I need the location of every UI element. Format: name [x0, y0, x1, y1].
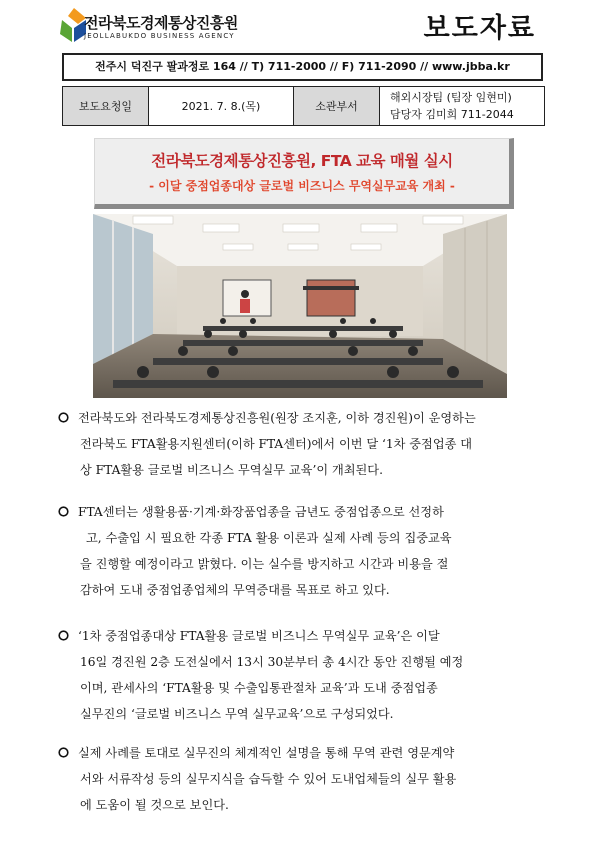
- org-name-english: JEOLLABUKDO BUSINESS AGENCY: [84, 32, 235, 40]
- paragraph-line: 에 도움이 될 것으로 보인다.: [80, 798, 229, 812]
- paragraph-line: 서와 서류작성 등의 실무지식을 습득할 수 있어 도내업체들의 실무 활용: [80, 772, 457, 786]
- contact-address-line: 전주시 덕진구 팔과정로 164 // T) 711-2000 // F) 711-2090 // www.jbba.kr: [62, 53, 543, 81]
- headline-subtitle: - 이달 중점업종대상 글로벌 비즈니스 무역실무교육 개최 -: [149, 179, 455, 193]
- paragraph-line: 전라북도와 전라북도경제통상진흥원(원장 조지훈, 이하 경진원)이 운영하는: [78, 411, 476, 425]
- paragraph-4: [58, 740, 544, 818]
- hollow-circle-bullet-icon: [58, 506, 69, 517]
- paragraph-line: 실무진의 ‘글로벌 비즈니스 무역 실무교육’으로 구성되었다.: [80, 707, 394, 721]
- paragraph-line: 16일 경진원 2층 도전실에서 13시 30분부터 총 4시간 동안 진행될 예정: [80, 655, 464, 669]
- document-type-title: 보도자료: [423, 13, 536, 44]
- department-team: 해외시장팀 (팀장 임현미): [390, 91, 512, 104]
- paragraph-line: 고, 수출입 시 필요한 각종 FTA 활용 이론과 실제 사례 등의 집중교육: [86, 531, 452, 545]
- paragraph-line: FTA센터는 생활용품·기계·화장품업종을 금년도 중점업종으로 선정하: [78, 505, 444, 519]
- headline-box: [94, 138, 514, 209]
- headline-title: 전라북도경제통상진흥원, FTA 교육 매월 실시: [151, 152, 453, 170]
- paragraph-line: ‘1차 중점업종대상 FTA활용 글로벌 비즈니스 무역실무 교육’은 이달: [78, 629, 440, 643]
- paragraph-line: 감하여 도내 중점업종업체의 무역증대를 목표로 하고 있다.: [80, 583, 390, 597]
- paragraph-line: 실제 사례를 토대로 실무진의 체계적인 설명을 통해 무역 관련 영문계약: [78, 746, 455, 760]
- paragraph-1: [58, 405, 544, 483]
- paragraph-line: 을 진행할 예정이라고 밝혔다. 이는 실수를 방지하고 시간과 비용을 절: [80, 557, 449, 571]
- request-date-value: 2021. 7. 8.(목): [149, 87, 294, 125]
- department-contact: 담당자 김미희 711-2044: [390, 108, 514, 121]
- hollow-circle-bullet-icon: [58, 630, 69, 641]
- hollow-circle-bullet-icon: [58, 412, 69, 423]
- paragraph-line: 전라북도 FTA활용지원센터(이하 FTA센터)에서 이번 달 ‘1차 중점업종 대: [80, 437, 473, 451]
- org-name: 전라북도경제통상진흥원: [84, 14, 238, 32]
- hollow-circle-bullet-icon: [58, 747, 69, 758]
- department-label: 소관부서: [294, 87, 380, 125]
- seminar-photo: [93, 214, 507, 398]
- paragraph-2: [58, 499, 544, 603]
- paragraph-line: 상 FTA활용 글로벌 비즈니스 무역실무 교육’이 개최된다.: [80, 463, 383, 477]
- press-info-table: [62, 86, 545, 126]
- request-date-label: 보도요청일: [63, 87, 149, 125]
- paragraph-line: 이며, 관세사의 ‘FTA활용 및 수출입통관절차 교육’과 도내 중점업종: [80, 681, 438, 695]
- department-value: [380, 87, 544, 125]
- org-logo: [56, 4, 296, 50]
- paragraph-3: [58, 623, 544, 727]
